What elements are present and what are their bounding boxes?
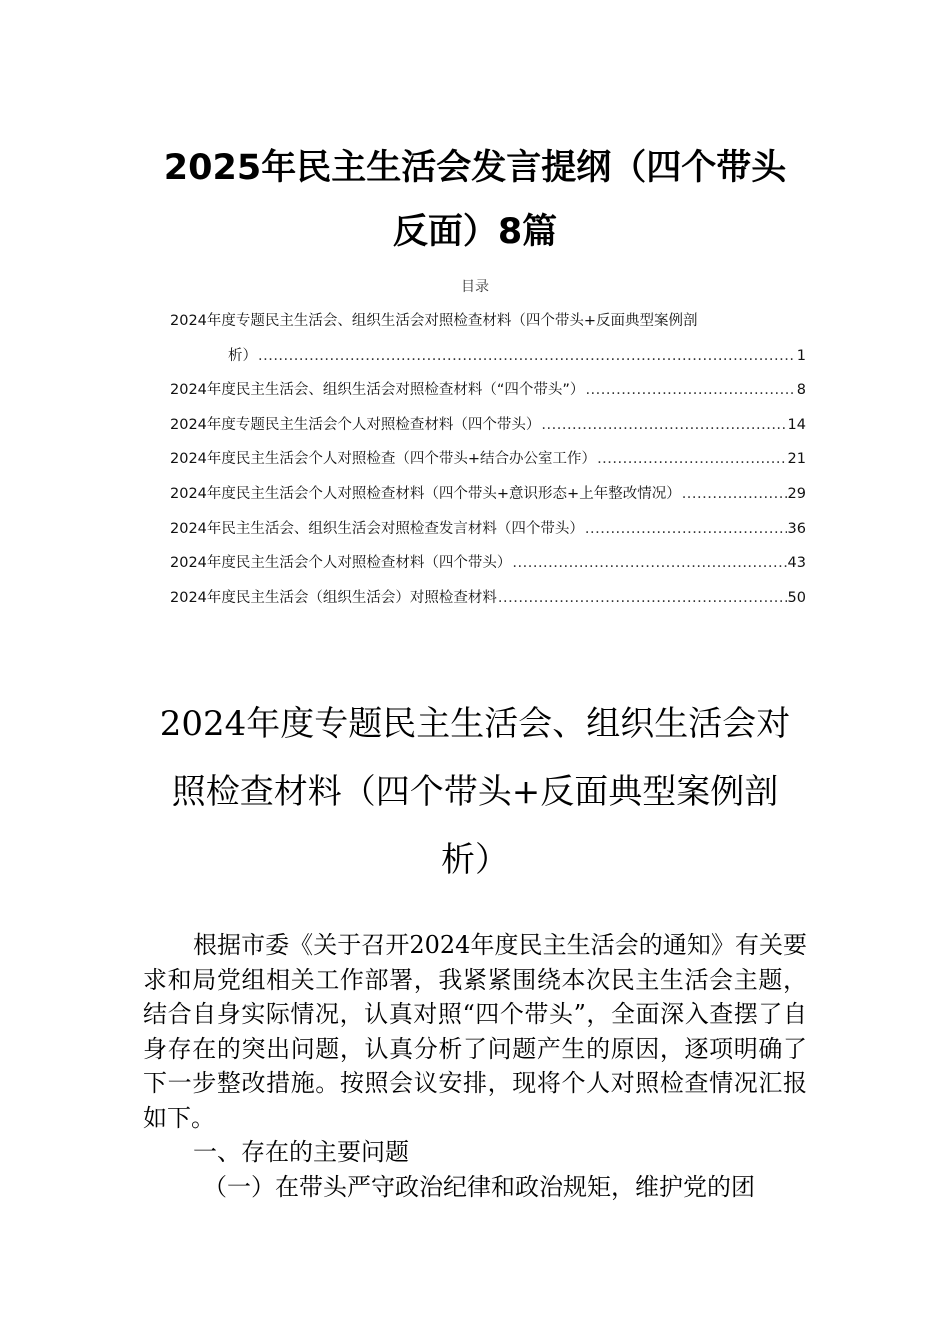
toc-entry-text: 2024年度民主生活会、组织生活会对照检查材料（“四个带头”） (170, 382, 585, 399)
toc-leader-dots (682, 477, 787, 512)
toc-leader-dots (258, 339, 796, 374)
toc-page-number: 36 (787, 520, 806, 537)
toc-entry-3[interactable] (170, 408, 806, 443)
toc-entry-1-line-1[interactable] (170, 304, 806, 339)
toc-entry-5[interactable] (170, 477, 806, 512)
toc-leader-dots (498, 581, 787, 616)
heading-level-2: （一）在带头严守政治纪律和政治规矩，维护党的团 (203, 1172, 755, 1201)
toc-leader-dots (585, 512, 787, 547)
toc-leader-dots (585, 373, 795, 408)
intro-paragraph: 根据市委《关于召开2024年度民主生活会的通知》有关要求和局党组相关工作部署，我紧紧围绕本次民主生活会主题，结合自身实际情况，认真对照“四个带头”，全面深入查摆了自身存在的突出问题，认真分析了问题产生的原因，逐项明确了下一步整改措施。按照会议安排，现将个人对照检查情况汇报如下。 (143, 931, 807, 1132)
toc-page-number: 50 (787, 589, 806, 606)
toc-page-number: 1 (796, 347, 806, 364)
section-title-line-2: 照检查材料（四个带头+反面典型案例剖 (171, 772, 779, 812)
toc-leader-dots (541, 408, 786, 443)
toc-entry-text: 2024年度民主生活会个人对照检查（四个带头+结合办公室工作） (170, 451, 597, 468)
toc-entry-text: 2024年度民主生活会（组织生活会）对照检查材料 (170, 589, 497, 606)
toc-entry-text: 2024年民主生活会、组织生活会对照检查发言材料（四个带头） (170, 520, 584, 537)
toc-entry-4[interactable] (170, 442, 806, 477)
toc-entry-7[interactable] (170, 546, 806, 581)
toc-leader-dots (512, 546, 786, 581)
toc-entry-text: 析） (228, 347, 257, 364)
section-title (140, 690, 810, 894)
toc-page-number: 29 (787, 485, 806, 502)
toc-page-number: 43 (787, 555, 806, 572)
toc-entry-text: 2024年度专题民主生活会个人对照检查材料（四个带头） (170, 416, 541, 433)
toc-entry-1-line-2[interactable] (170, 339, 806, 374)
toc-entry-6[interactable] (170, 512, 806, 547)
main-title-line-1: 2025年民主生活会发言提纲（四个带头 (163, 148, 787, 188)
toc-page-number: 8 (796, 382, 806, 399)
section-title-line-1: 2024年度专题民主生活会、组织生活会对 (159, 704, 791, 744)
toc-entry-text: 2024年度民主生活会个人对照检查材料（四个带头） (170, 555, 512, 572)
toc-page-number: 14 (787, 416, 806, 433)
section-title-line-3: 析） (441, 840, 509, 880)
table-of-contents (170, 304, 806, 615)
toc-page-number: 21 (787, 451, 806, 468)
toc-entry-2[interactable] (170, 373, 806, 408)
toc-leader-dots (597, 442, 786, 477)
heading-level-1: 一、存在的主要问题 (193, 1138, 409, 1166)
main-title-line-2: 反面）8篇 (392, 212, 558, 252)
main-title (150, 136, 800, 264)
body-text (143, 928, 807, 1204)
toc-entry-text: 2024年度专题民主生活会、组织生活会对照检查材料（四个带头+反面典型案例剖 (170, 313, 698, 329)
toc-heading: 目录 (461, 279, 489, 295)
toc-entry-8[interactable] (170, 581, 806, 616)
toc-entry-text: 2024年度民主生活会个人对照检查材料（四个带头+意识形态+上年整改情况） (170, 485, 681, 502)
